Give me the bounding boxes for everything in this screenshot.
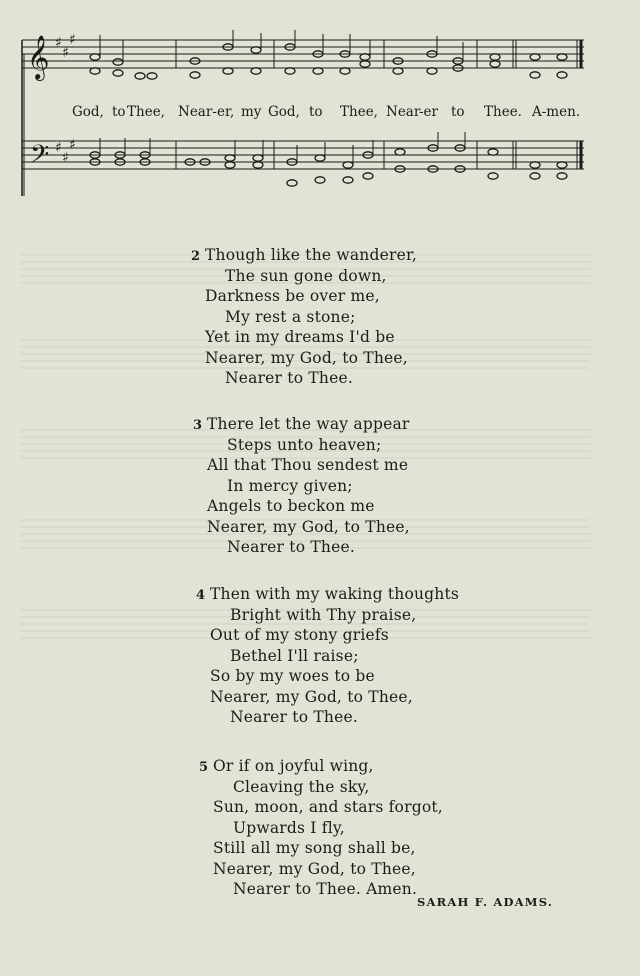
- stanza-line: Nearer, my God, to Thee,: [213, 859, 416, 878]
- treble-stems: [100, 30, 463, 62]
- stanza-line: Sun, moon, and stars forgot,: [213, 798, 443, 816]
- stanza-line: Cleaving the sky,: [233, 777, 370, 796]
- svg-text:♯: ♯: [55, 140, 62, 156]
- stanza-line: Angels to beckon me: [207, 497, 375, 515]
- stanza-number: 2: [191, 249, 201, 264]
- stanza-4: [196, 584, 460, 728]
- lyric-syllable: -er: [419, 104, 439, 120]
- stanza-line: Nearer, my God, to Thee,: [210, 687, 413, 706]
- stanza-line: Nearer to Thee.: [225, 369, 353, 387]
- lyric-syllable: Thee,: [127, 104, 165, 120]
- stanza-line: Nearer to Thee.: [230, 708, 358, 726]
- stanza-line: Yet in my dreams I'd be: [205, 328, 395, 346]
- stanza-line: Bright with Thy praise,: [230, 605, 417, 624]
- lyric-syllable: er,: [217, 104, 235, 120]
- stanza-number: 3: [193, 418, 203, 433]
- stanza-line: Then with my waking thoughts: [210, 585, 460, 603]
- author-credit: SARAH F. ADAMS.: [417, 895, 554, 909]
- lyric-syllable: God,: [268, 104, 300, 120]
- stanza-5: [199, 756, 443, 900]
- stanza-line: Though like the wanderer,: [205, 246, 417, 264]
- lyric-syllable: God,: [72, 104, 104, 120]
- stanza-line: Nearer to Thee.: [227, 538, 355, 556]
- treble-clef-icon: 𝄞: [27, 35, 50, 79]
- svg-text:♯: ♯: [62, 150, 69, 166]
- stanza-2: [191, 245, 417, 389]
- stanza-line: Out of my stony griefs: [210, 626, 389, 644]
- stanza-line: Upwards I fly,: [233, 818, 345, 837]
- stanza-line: In mercy given;: [227, 476, 353, 495]
- lyric-syllable: Thee.: [484, 104, 522, 120]
- svg-text:♯: ♯: [62, 45, 69, 61]
- stanza-number: 5: [199, 760, 209, 775]
- stanza-line: Or if on joyful wing,: [213, 757, 374, 775]
- lyric-syllable: Thee,: [340, 104, 378, 120]
- stanza-line: My rest a stone;: [225, 307, 356, 326]
- stanza-line: The sun gone down,: [225, 266, 387, 285]
- stanza-3: [193, 414, 410, 558]
- key-signature-icon: [55, 32, 76, 166]
- stanza-line: There let the way appear: [207, 415, 410, 433]
- svg-text:♯: ♯: [69, 137, 76, 153]
- lyric-syllable: Near: [386, 104, 421, 120]
- bass-clef-icon: 𝄢: [30, 140, 50, 175]
- bass-notes: [90, 145, 567, 186]
- stanza-line: Still all my song shall be,: [213, 839, 416, 857]
- stanza-line: So by my woes to be: [210, 667, 375, 685]
- stanza-line: Steps unto heaven;: [227, 435, 382, 454]
- lyric-syllable: to: [451, 104, 465, 120]
- stanza-line: Nearer, my God, to Thee,: [207, 517, 410, 536]
- stanza-line: Nearer, my God, to Thee,: [205, 348, 408, 367]
- svg-text:♯: ♯: [55, 35, 62, 51]
- lyric-syllable: to: [309, 104, 323, 120]
- stanza-line: Bethel I'll raise;: [230, 646, 359, 665]
- stanza-line: All that Thou sendest me: [207, 456, 409, 474]
- lyric-syllable: A-men.: [532, 104, 581, 120]
- stanza-number: 4: [196, 588, 206, 603]
- lyric-syllable: Near-: [178, 104, 217, 120]
- lyric-syllable: to: [112, 104, 126, 120]
- lyric-syllable: my: [241, 104, 262, 120]
- svg-text:♯: ♯: [69, 32, 76, 48]
- stanza-line: Nearer to Thee. Amen.: [233, 880, 418, 898]
- stanza-line: Darkness be over me,: [205, 287, 380, 305]
